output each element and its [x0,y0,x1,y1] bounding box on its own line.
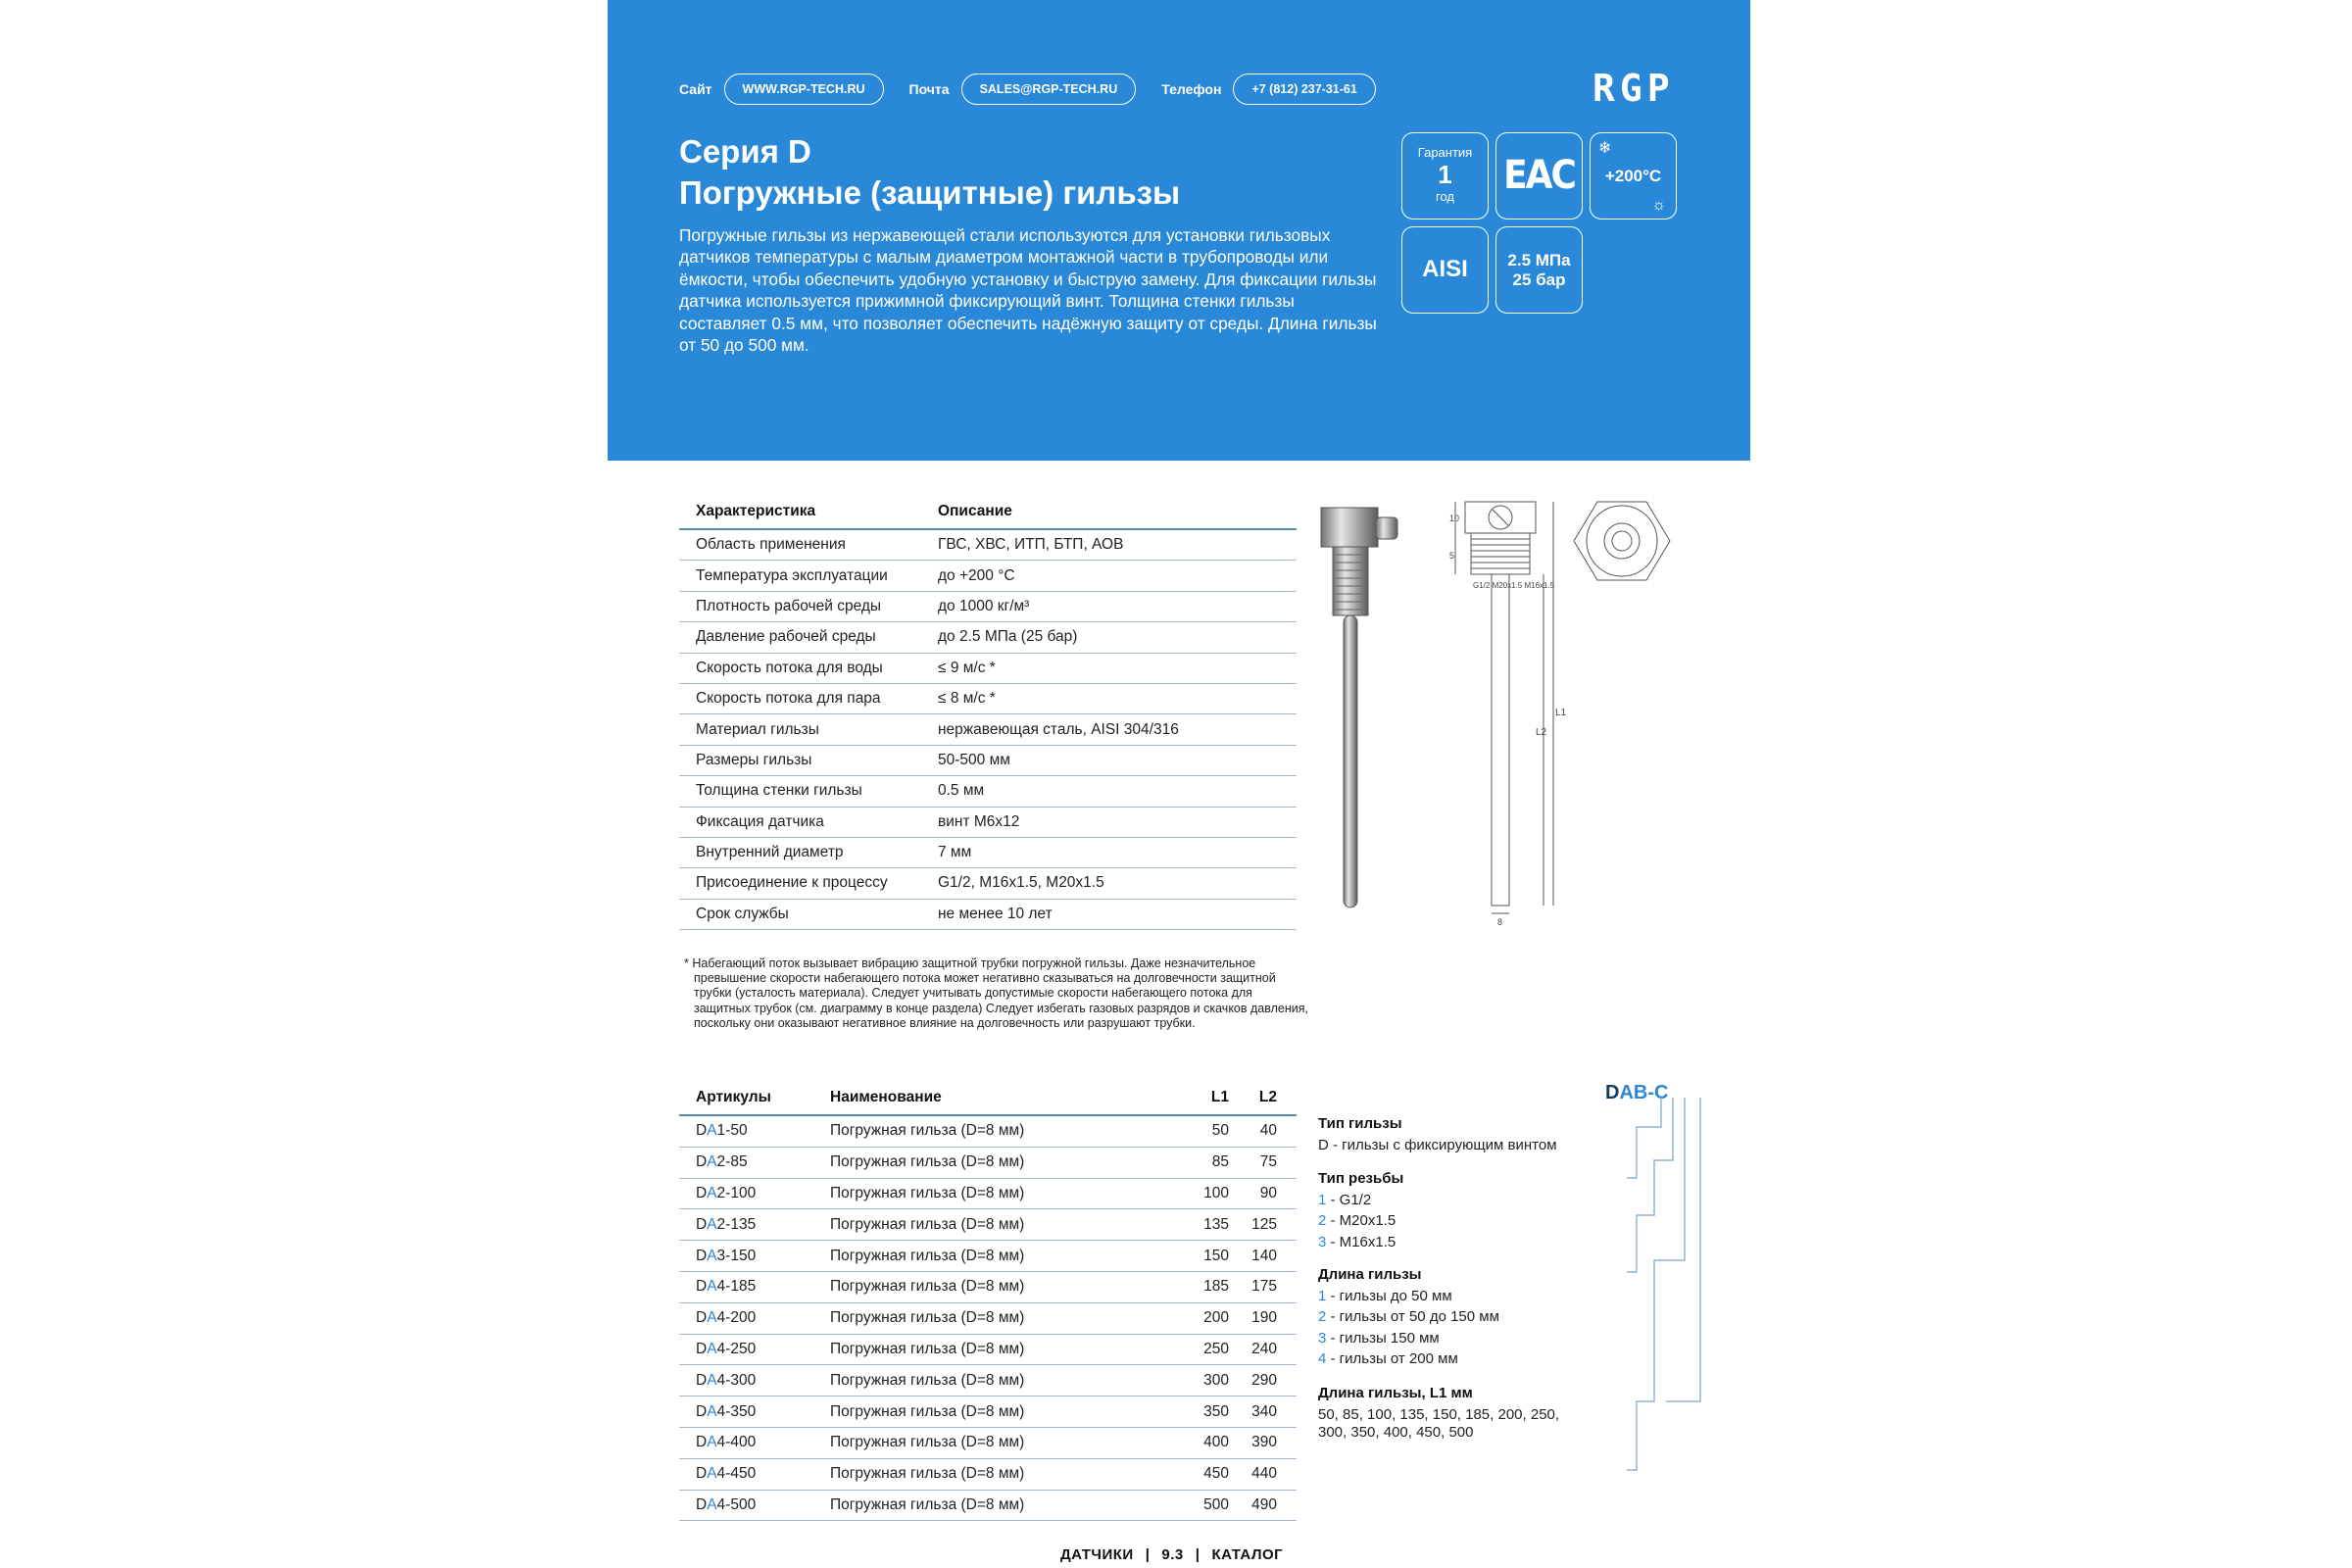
specs-description-cell: до 1000 кг/м³ [921,591,1297,621]
article-l2-cell: 75 [1229,1147,1297,1178]
article-code-cell [679,1271,813,1302]
warranty-label: Гарантия [1417,145,1473,160]
legend-length-item-number: 1 [1318,1287,1327,1304]
article-thread-code: A [707,1434,717,1451]
article-name-cell: Погружная гильза (D=8 мм) [813,1209,1153,1241]
article-code-cell [679,1396,813,1428]
specs-description-cell: винт M6x12 [921,807,1297,837]
eac-badge [1495,132,1583,220]
legend-thread-item-number: 3 [1318,1233,1327,1250]
article-name-cell: Погружная гильза (D=8 мм) [813,1334,1153,1365]
legend-thread-item [1318,1232,1403,1253]
legend-type-block [1318,1113,1557,1155]
specs-row [679,653,1297,683]
article-suffix: 4-200 [716,1309,757,1327]
article-l2-cell: 440 [1229,1458,1297,1490]
article-prefix: D [696,1402,708,1420]
legend-length-item-text: - гильзы от 200 мм [1326,1350,1458,1367]
specs-description-cell: 0.5 мм [921,776,1297,807]
article-name-cell: Погружная гильза (D=8 мм) [813,1115,1153,1147]
legend-length-item [1318,1328,1499,1349]
specs-characteristic-cell: Скорость потока для воды [679,653,921,683]
article-l2-cell: 340 [1229,1396,1297,1428]
article-row [679,1115,1297,1147]
legend-thread-item-number: 2 [1318,1212,1327,1229]
specs-description-cell: 50-500 мм [921,745,1297,775]
article-prefix: D [696,1309,708,1327]
article-row [679,1241,1297,1272]
dim-l2-label: L2 [1536,727,1547,738]
article-l2-cell: 125 [1229,1209,1297,1241]
article-code-cell [679,1490,813,1521]
specs-row [679,745,1297,775]
specs-characteristic-cell: Материал гильзы [679,714,921,745]
temperature-value: +200°C [1604,167,1662,185]
legend-length-item-text: - гильзы от 50 до 150 мм [1326,1308,1499,1325]
legend-connector-lines [1607,1098,1725,1470]
specs-description-cell: ГВС, ХВС, ИТП, БТП, АОВ [921,529,1297,561]
specs-row [679,807,1297,837]
footer-page-number: 9.3 [1161,1546,1184,1563]
legend-thread-item-text: - G1/2 [1326,1191,1372,1208]
article-l1-cell: 350 [1153,1396,1229,1428]
code-c: C [1654,1082,1669,1103]
specs-characteristic-cell: Давление рабочей среды [679,622,921,653]
article-suffix: 4-185 [716,1278,757,1296]
articles-header-row [679,1080,1297,1115]
article-row [679,1147,1297,1178]
legend-length-item [1318,1286,1499,1307]
article-suffix: 4-300 [716,1371,757,1389]
code-d: D [1605,1082,1620,1103]
specs-description-cell: до 2.5 МПа (25 бар) [921,622,1297,653]
dim-10-label: 10 [1449,514,1460,523]
article-l1-cell: 450 [1153,1458,1229,1490]
article-suffix: 2-100 [716,1184,757,1201]
article-thread-code: A [707,1402,717,1420]
article-thread-code: A [707,1184,717,1201]
legend-l1-values-2: 300, 350, 400, 450, 500 [1318,1424,1474,1441]
dim-5-label: 5 [1449,551,1455,561]
phone-label: Телефон [1161,81,1222,97]
dim-8-label: 8 [1497,917,1503,927]
article-l2-cell: 490 [1229,1490,1297,1521]
series-title: Серия D [679,133,811,170]
footer-catalog: КАТАЛОГ [1211,1546,1284,1563]
article-code-cell [679,1241,813,1272]
specs-characteristic-cell: Температура эксплуатации [679,561,921,591]
articles-col-l2: L2 [1229,1080,1297,1115]
article-l1-cell: 135 [1153,1209,1229,1241]
articles-col-name: Наименование [813,1080,1153,1115]
article-prefix: D [696,1184,708,1201]
legend-thread-item-text: - M16x1.5 [1326,1233,1396,1250]
warranty-badge [1401,132,1489,220]
material-badge [1401,226,1489,314]
footnote [684,956,1311,1031]
warranty-unit: год [1436,189,1454,204]
article-row [679,1271,1297,1302]
legend-length-title: Длина гильзы [1318,1266,1422,1283]
legend-length-item-number: 2 [1318,1308,1327,1325]
articles-table [679,1080,1297,1521]
article-l2-cell: 175 [1229,1271,1297,1302]
article-l1-cell: 500 [1153,1490,1229,1521]
article-l2-cell: 40 [1229,1115,1297,1147]
specs-col-characteristic: Характеристика [679,495,921,529]
article-row [679,1334,1297,1365]
header-banner [608,0,1750,461]
legend-thread-item [1318,1190,1403,1211]
specs-description-cell: ≤ 9 м/с * [921,653,1297,683]
legend-l1-block [1318,1383,1559,1444]
article-l2-cell: 140 [1229,1241,1297,1272]
specs-row [679,714,1297,745]
article-l1-cell: 185 [1153,1271,1229,1302]
specs-row [679,837,1297,867]
legend-length-item [1318,1348,1499,1370]
article-code-cell [679,1209,813,1241]
eac-mark: EAC [1503,153,1575,198]
article-name-cell: Погружная гильза (D=8 мм) [813,1365,1153,1396]
article-row [679,1209,1297,1241]
specs-characteristic-cell: Область применения [679,529,921,561]
pressure-mpa: 2.5 МПа [1507,251,1571,270]
article-thread-code: A [707,1153,717,1171]
legend-type-title: Тип гильзы [1318,1115,1402,1132]
article-l2-cell: 90 [1229,1178,1297,1209]
phone-link[interactable]: +7 (812) 237-31-61 [1233,74,1375,105]
code-ab: AB [1619,1082,1648,1103]
articles-col-article: Артикулы [679,1080,813,1115]
specs-description-cell: ≤ 8 м/с * [921,683,1297,713]
specs-characteristic-cell: Скорость потока для пара [679,683,921,713]
article-name-cell: Погружная гильза (D=8 мм) [813,1302,1153,1334]
article-prefix: D [696,1247,708,1264]
article-code-cell [679,1147,813,1178]
specs-description-cell: 7 мм [921,837,1297,867]
specs-row [679,561,1297,591]
article-row [679,1427,1297,1458]
article-name-cell: Погружная гильза (D=8 мм) [813,1147,1153,1178]
article-code-cell [679,1365,813,1396]
article-suffix: 1-50 [716,1122,748,1140]
warranty-value: 1 [1438,160,1452,189]
rgp-logo: RGP [1592,67,1675,110]
article-l1-cell: 150 [1153,1241,1229,1272]
dim-l1-label: L1 [1555,708,1567,718]
article-suffix: 4-250 [716,1340,757,1357]
legend-length-item-text: - гильзы 150 мм [1326,1329,1440,1347]
article-thread-code: A [707,1309,717,1327]
page-footer: ДАТЧИКИ | 9.3 | КАТАЛОГ [1060,1546,1284,1563]
specs-description-cell: нержавеющая сталь, AISI 304/316 [921,714,1297,745]
specs-row [679,868,1297,899]
legend-l1-values-1: 50, 85, 100, 135, 150, 185, 200, 250, [1318,1405,1560,1423]
article-suffix: 4-450 [716,1465,757,1483]
code-dash: - [1647,1082,1655,1103]
article-prefix: D [696,1215,708,1233]
specs-characteristic-cell: Толщина стенки гильзы [679,776,921,807]
article-suffix: 4-400 [716,1434,757,1451]
hex-top-view [1573,490,1671,598]
pressure-badge [1495,226,1583,314]
article-l2-cell: 240 [1229,1334,1297,1365]
article-l1-cell: 200 [1153,1302,1229,1334]
material-value: AISI [1422,256,1468,282]
specs-characteristic-cell: Внутренний диаметр [679,837,921,867]
article-name-cell: Погружная гильза (D=8 мм) [813,1458,1153,1490]
article-prefix: D [696,1495,708,1513]
product-title: Погружные (защитные) гильзы [679,174,1181,211]
specs-characteristic-cell: Срок службы [679,899,921,929]
mail-link[interactable]: SALES@RGP-TECH.RU [961,74,1137,105]
footer-section: ДАТЧИКИ [1060,1546,1134,1563]
article-code-cell [679,1302,813,1334]
legend-type-item: D - гильзы с фиксирующим винтом [1318,1136,1557,1153]
footnote-text: * Набегающий поток вызывает вибрацию защитной трубки погружной гильзы. Даже незначительное превышение скорости набегающего потока может негативно сказываться на долговечности защитной трубки (усталость материала). Следует учитывать допустимые скорости набегающего потока для защитных трубок (см. диаграмму в конце раздела) Следует избегать газовых разрядов и скачков давления, поскольку они оказывают негативное влияние на долговечность или разрушают трубки. [684,956,1308,1030]
specs-description-cell: не менее 10 лет [921,899,1297,929]
pressure-bar: 25 бар [1512,270,1566,289]
article-l2-cell: 290 [1229,1365,1297,1396]
article-name-cell: Погружная гильза (D=8 мм) [813,1178,1153,1209]
article-name-cell: Погружная гильза (D=8 мм) [813,1241,1153,1272]
specs-row [679,776,1297,807]
article-l1-cell: 85 [1153,1147,1229,1178]
article-thread-code: A [707,1215,717,1233]
specs-row [679,899,1297,929]
mail-label: Почта [908,81,950,97]
article-l1-cell: 250 [1153,1334,1229,1365]
article-code-cell [679,1334,813,1365]
legend-length-item [1318,1306,1499,1328]
article-code-cell [679,1458,813,1490]
specs-row [679,529,1297,561]
article-l1-cell: 400 [1153,1427,1229,1458]
specs-header-row [679,495,1297,529]
article-thread-code: A [707,1371,717,1389]
article-name-cell: Погружная гильза (D=8 мм) [813,1490,1153,1521]
specs-characteristic-cell: Размеры гильзы [679,745,921,775]
article-thread-code: A [707,1122,717,1140]
article-suffix: 4-350 [716,1402,757,1420]
product-photo [1303,490,1421,931]
catalog-page [608,0,1750,1568]
technical-drawing [1446,490,1567,931]
article-prefix: D [696,1278,708,1296]
snowflake-icon: ❄ [1598,140,1612,157]
article-row [679,1178,1297,1209]
site-link[interactable]: WWW.RGP-TECH.RU [724,74,884,105]
legend-thread-item-text: - M20x1.5 [1326,1212,1396,1229]
product-description: Погружные гильзы из нержавеющей стали используются для установки гильзовых датчиков температуры с малым диаметром монтажной части в трубопроводы или ёмкости, чтобы обеспечить удобную установку и быструю замену. Для фиксации гильзы датчика используется прижимной фиксирующий винт. Толщина стенки гильзы составляет 0.5 мм, что позволяет обеспечить надёжную защиту от среды. Длина гильзы от 50 до 500 мм. [679,225,1377,356]
article-l2-cell: 390 [1229,1427,1297,1458]
legend-thread-item [1318,1210,1403,1232]
article-thread-code: A [707,1340,717,1357]
article-name-cell: Погружная гильза (D=8 мм) [813,1396,1153,1428]
legend-l1-title: Длина гильзы, L1 мм [1318,1385,1473,1401]
article-prefix: D [696,1340,708,1357]
specs-table [679,495,1297,930]
site-label: Сайт [679,81,712,97]
article-prefix: D [696,1371,708,1389]
article-l1-cell: 100 [1153,1178,1229,1209]
article-name-cell: Погружная гильза (D=8 мм) [813,1427,1153,1458]
specs-characteristic-cell: Плотность рабочей среды [679,591,921,621]
article-l1-cell: 50 [1153,1115,1229,1147]
article-prefix: D [696,1153,708,1171]
specs-col-description: Описание [921,495,1297,529]
article-l1-cell: 300 [1153,1365,1229,1396]
article-thread-code: A [707,1278,717,1296]
legend-length-item-number: 3 [1318,1329,1327,1347]
article-name-cell: Погружная гильза (D=8 мм) [813,1271,1153,1302]
thread-label: G1/2 M20x1.5 M16x1.5 [1473,581,1555,590]
article-prefix: D [696,1465,708,1483]
specs-row [679,683,1297,713]
specs-description-cell: до +200 °C [921,561,1297,591]
article-row [679,1458,1297,1490]
specs-characteristic-cell: Фиксация датчика [679,807,921,837]
article-code-cell [679,1178,813,1209]
article-row [679,1302,1297,1334]
article-prefix: D [696,1434,708,1451]
specs-characteristic-cell: Присоединение к процессу [679,868,921,899]
legend-thread-item-number: 1 [1318,1191,1327,1208]
contact-row [679,73,1401,106]
article-suffix: 2-85 [716,1153,748,1171]
specs-row [679,622,1297,653]
article-row [679,1396,1297,1428]
legend-thread-title: Тип резьбы [1318,1170,1404,1187]
sun-icon: ☼ [1651,197,1666,214]
article-prefix: D [696,1122,708,1140]
article-code-cell [679,1115,813,1147]
article-suffix: 2-135 [716,1215,757,1233]
specs-row [679,591,1297,621]
article-thread-code: A [707,1495,717,1513]
legend-length-block [1318,1264,1499,1370]
article-suffix: 4-500 [716,1495,757,1513]
article-code-cell [679,1427,813,1458]
article-l2-cell: 190 [1229,1302,1297,1334]
legend-length-item-text: - гильзы до 50 мм [1326,1287,1452,1304]
article-row [679,1365,1297,1396]
article-suffix: 3-150 [716,1247,757,1264]
legend-length-item-number: 4 [1318,1350,1327,1367]
specs-description-cell: G1/2, M16x1.5, M20x1.5 [921,868,1297,899]
legend-thread-block [1318,1168,1403,1252]
article-row [679,1490,1297,1521]
temperature-badge [1590,132,1677,220]
articles-col-l1: L1 [1153,1080,1229,1115]
article-thread-code: A [707,1465,717,1483]
article-thread-code: A [707,1247,717,1264]
